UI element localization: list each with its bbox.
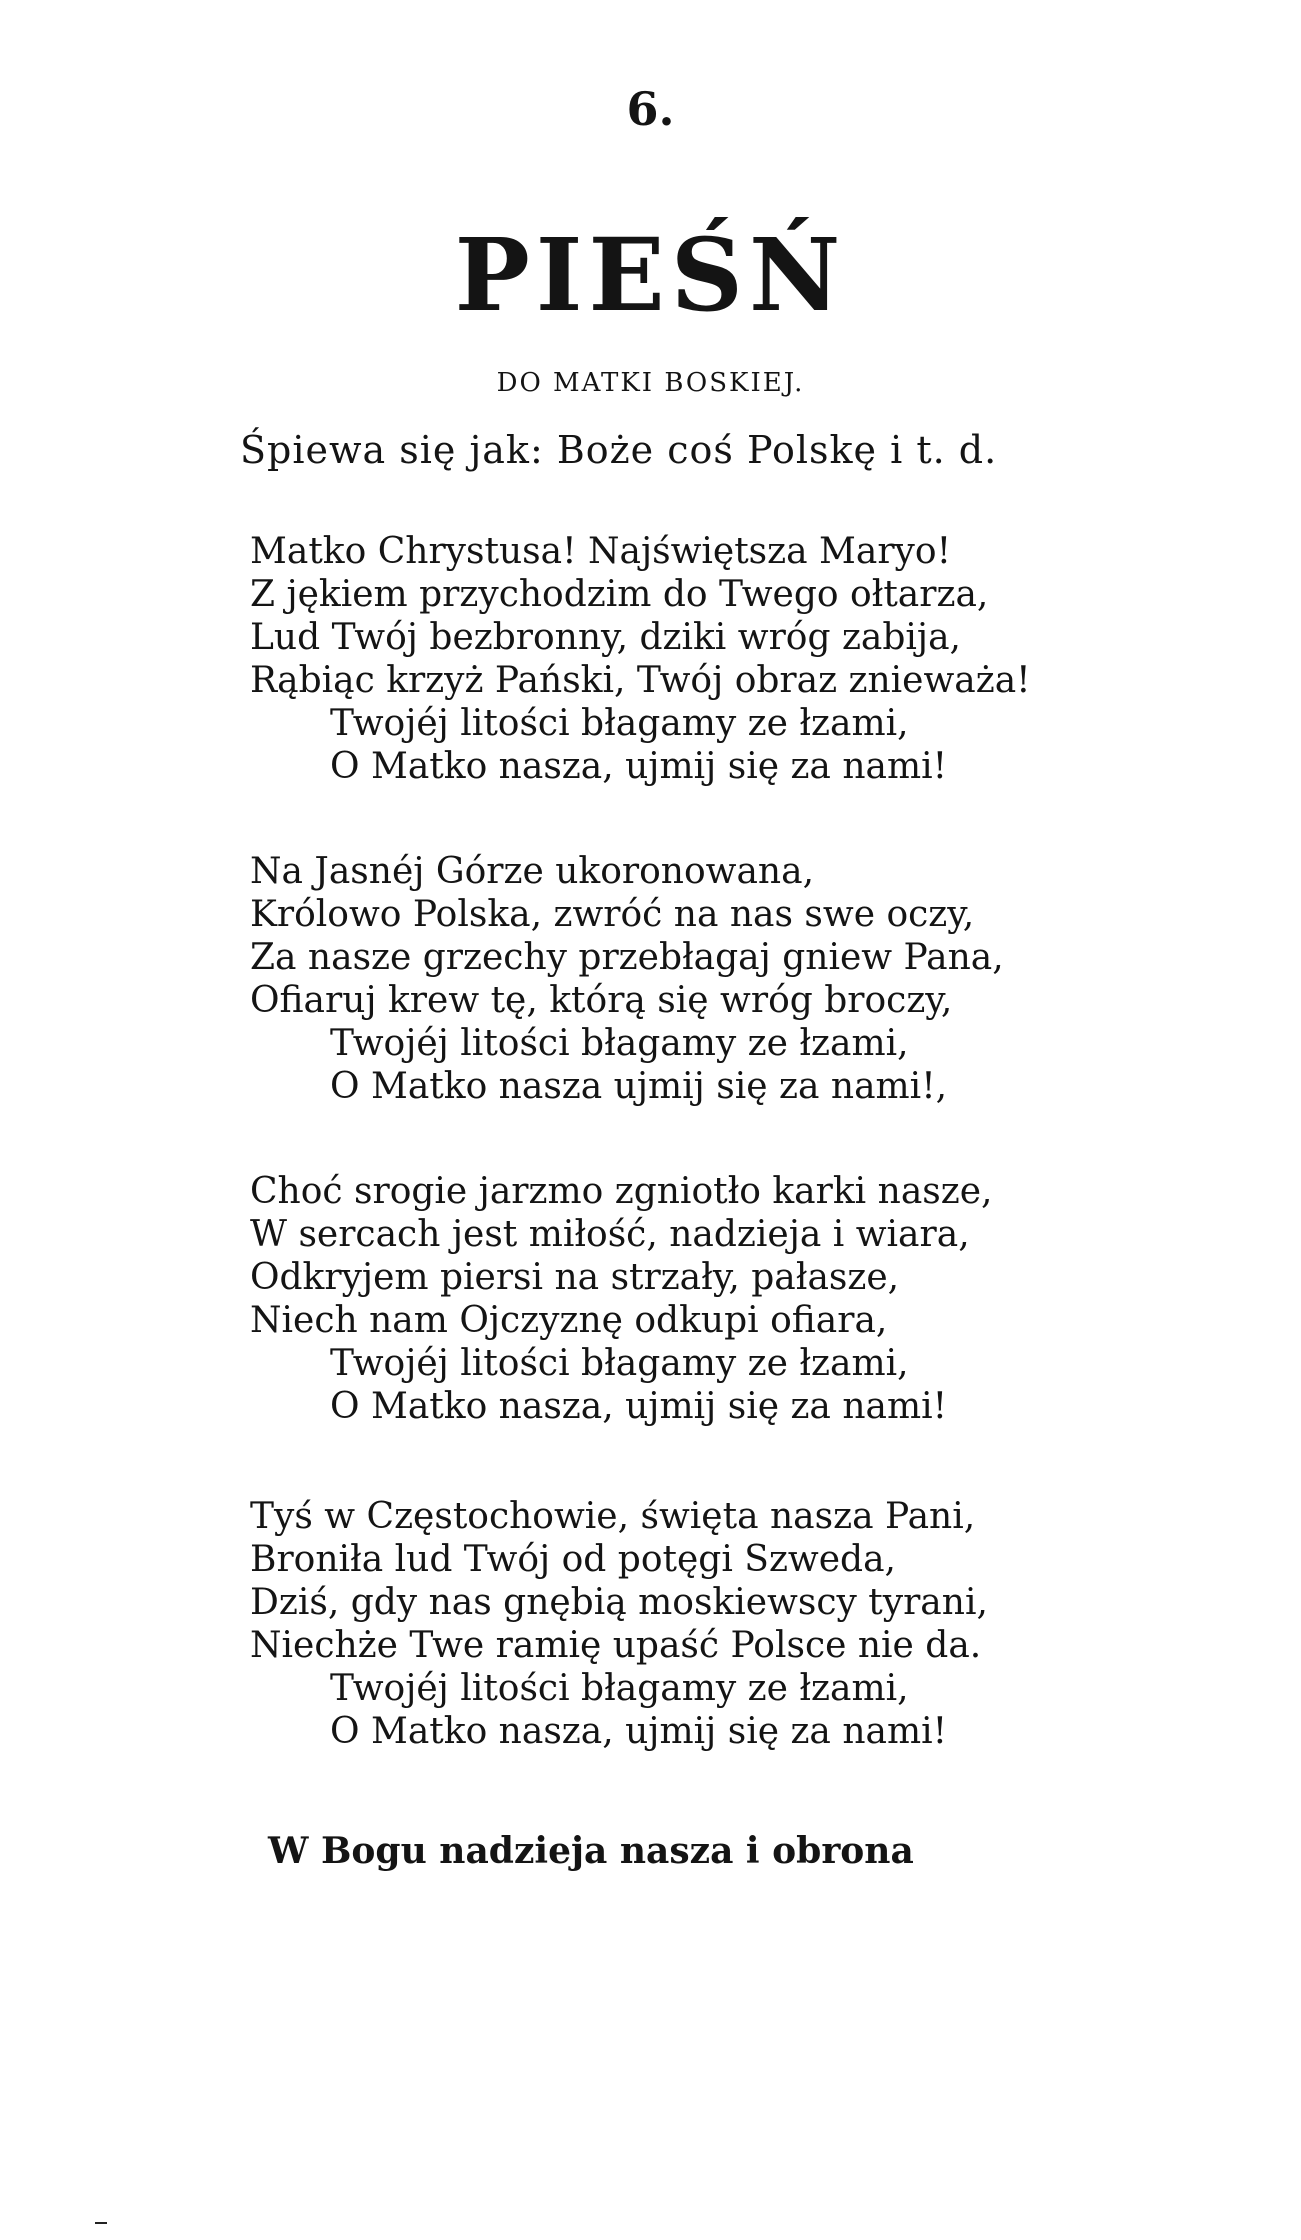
verse-line: Z jękiem przychodzim do Twego ołtarza, (250, 574, 989, 615)
verse-line: Choć srogie jarzmo zgniotło karki nasze, (250, 1171, 993, 1212)
page-number: 6. (626, 82, 675, 136)
verse-line: Ofiaruj krew tę, którą się wróg broczy, (250, 980, 953, 1021)
verse-line: Na Jasnéj Górze ukoronowana, (250, 851, 815, 892)
verse-line: W sercach jest miłość, nadzieja i wiara, (250, 1214, 970, 1255)
refrain-line: O Matko nasza ujmij się za nami!, (330, 1066, 948, 1107)
refrain-line: Twojéj litości błagamy ze łzami, (330, 1023, 909, 1064)
stanza-2 (250, 850, 1250, 1108)
refrain-line: O Matko nasza, ujmij się za nami! (330, 746, 948, 787)
verse-line: Niech nam Ojczyznę odkupi ofiara, (250, 1300, 888, 1341)
verse-line: Lud Twój bezbronny, dziki wróg zabija, (250, 617, 961, 658)
song-subtitle: DO MATKI BOSKIEJ. (496, 368, 805, 398)
verse-line: Królowo Polska, zwróć na nas swe oczy, (250, 894, 975, 935)
song-title: PIEŚŃ (454, 216, 847, 334)
refrain-line: O Matko nasza, ujmij się za nami! (330, 1386, 948, 1427)
verse-line: Matko Chrystusa! Najświętsza Maryo! (250, 531, 952, 572)
margin-mark (95, 2222, 107, 2224)
stanza-4 (250, 1495, 1250, 1753)
verse-line: Odkryjem piersi na strzały, pałasze, (250, 1257, 900, 1298)
verse-line: Tyś w Częstochowie, święta nasza Pani, (250, 1496, 976, 1537)
stanza-1 (250, 530, 1250, 788)
verse-line: Za nasze grzechy przebłagaj gniew Pana, (250, 937, 1004, 978)
refrain-line: Twojéj litości błagamy ze łzami, (330, 1343, 909, 1384)
verse-line: Broniła lud Twój od potęgi Szweda, (250, 1539, 896, 1580)
tune-note: Śpiewa się jak: Boże coś Polskę i t. d. (240, 428, 998, 472)
verse-line: Niechże Twe ramię upaść Polsce nie da. (250, 1625, 982, 1666)
closing-line: W Bogu nadzieja nasza i obrona (268, 1830, 914, 1872)
verse-line: Rąbiąc krzyż Pański, Twój obraz znieważa! (250, 660, 1031, 701)
refrain-line: O Matko nasza, ujmij się za nami! (330, 1711, 948, 1752)
verse-line: Dziś, gdy nas gnębią moskiewscy tyrani, (250, 1582, 988, 1623)
refrain-line: Twojéj litości błagamy ze łzami, (330, 1668, 909, 1709)
stanza-3 (250, 1170, 1250, 1428)
refrain-line: Twojéj litości błagamy ze łzami, (330, 703, 909, 744)
